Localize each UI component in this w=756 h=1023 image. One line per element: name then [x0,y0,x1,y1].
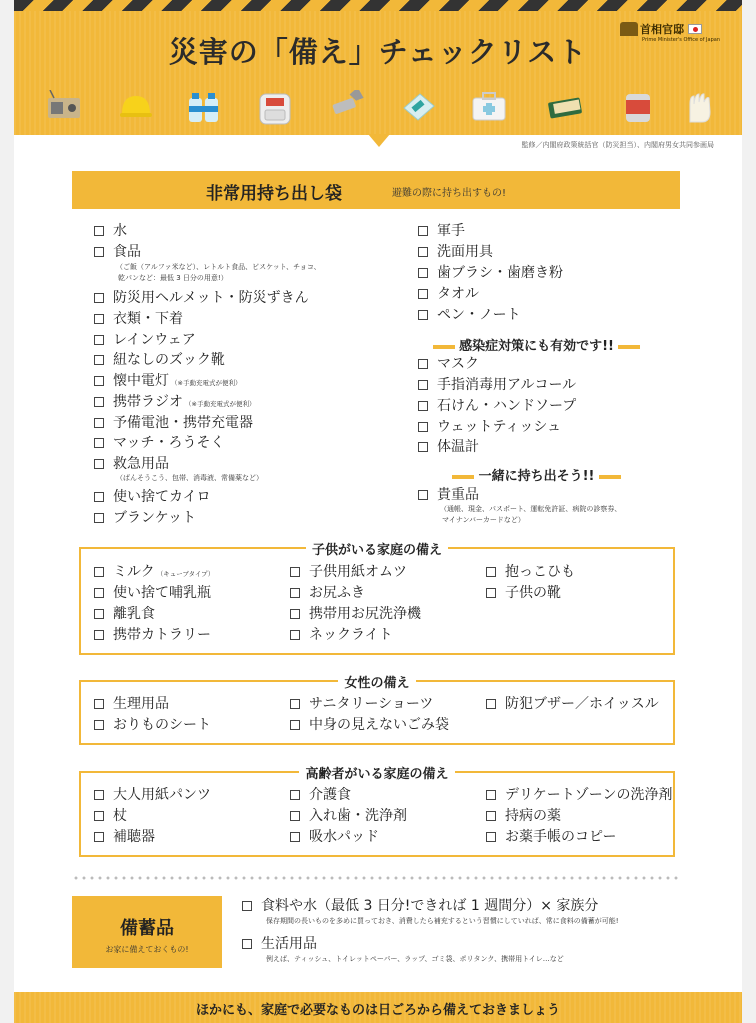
section-title: 高齢者がいる家庭の備え [299,767,454,782]
checkbox[interactable] [486,588,496,598]
checkbox[interactable] [94,609,104,619]
helmet-icon [118,90,154,122]
logo-kanji: 首相官邸 [640,22,685,36]
checkbox[interactable] [418,401,428,411]
item-note: 例えば、ティッシュ、トイレットペーパー、ラップ、ゴミ袋、ポリタンク、携帯用トイレ…など [266,955,564,963]
item-label: 防犯ブザー／ホイッスル [505,696,659,712]
item-label: マッチ・ろうそく [113,435,225,451]
item-label: マスク [437,356,479,372]
checklist-item[interactable] [94,372,241,392]
checklist-item[interactable] [94,584,211,602]
item-label: 防災用ヘルメット・防災ずきん [113,290,309,306]
checklist-item[interactable] [94,393,255,413]
checkbox[interactable] [486,790,496,800]
item-note: （ばんそうこう、包帯、消毒液、常備薬など） [116,474,263,482]
item-label: 杖 [113,808,127,824]
checkbox[interactable] [94,247,104,257]
item-label: 水 [113,223,127,239]
checklist-item[interactable] [418,418,561,436]
checklist-item[interactable] [94,434,224,452]
checklist-item[interactable] [290,828,379,846]
checklist-item[interactable] [418,486,479,504]
checklist-item[interactable] [290,695,433,713]
checklist-item[interactable] [290,716,449,734]
section-heading [81,672,673,691]
checkbox[interactable] [290,811,300,821]
item-label: 離乳食 [113,606,155,622]
item-note: 乾パンなど：最低 3 日分の用意!） [118,274,228,282]
heading-text: 感染症対策にも有効です!! [459,339,614,354]
checklist-item[interactable] [418,397,576,415]
flashlight-icon [329,90,369,120]
checklist-item[interactable] [418,264,563,282]
checkbox[interactable] [290,630,300,640]
checklist-item[interactable] [94,310,183,328]
checklist-item[interactable] [94,605,155,623]
checklist-item[interactable] [94,488,211,506]
government-logo [620,18,720,43]
section-heading [81,539,673,558]
item-label: 持病の薬 [505,808,561,824]
emergency-bag-banner [72,171,680,209]
checkbox[interactable] [486,832,496,842]
checklist-item[interactable] [94,222,127,240]
item-small-note: （※手動充電式が便利） [185,400,256,408]
checklist-item[interactable] [418,355,479,373]
checklist-item[interactable] [486,828,616,846]
checkbox[interactable] [418,359,428,369]
item-label: 抱っこひも [505,564,575,580]
item-label: 軍手 [437,223,465,239]
checkbox[interactable] [486,699,496,709]
item-label: 子供用紙オムツ [309,564,407,580]
heading-text: 一緒に持ち出そう!! [478,469,595,484]
backpack-icon [256,90,294,126]
checkbox[interactable] [418,310,428,320]
checkbox[interactable] [94,630,104,640]
checklist-item[interactable] [94,828,155,846]
checkbox[interactable] [94,418,104,428]
heading-bar [433,345,455,349]
checkbox[interactable] [94,314,104,324]
item-small-note: （※手動充電式が便利） [171,379,242,387]
item-label: 食料や水（最低 3 日分!できれば 1 週間分）× 家族分 [261,898,599,914]
checklist-item[interactable] [486,584,561,602]
item-label: お薬手帳のコピー [505,829,617,845]
item-label: デリケートゾーンの洗浄剤 [505,787,673,803]
checkbox[interactable] [290,790,300,800]
checklist-item[interactable] [94,289,309,307]
checkbox[interactable] [418,490,428,500]
item-label: 入れ歯・洗浄剤 [309,808,407,824]
checklist-item[interactable] [290,786,351,804]
water-bottles-icon [186,90,222,124]
stockpile-subtitle: お家に備えておくもの! [105,945,189,954]
item-label: 洗面用具 [437,244,493,260]
checklist-item[interactable] [94,807,127,825]
checklist-item[interactable] [418,285,479,303]
checkbox[interactable] [94,567,104,577]
checkbox[interactable] [242,939,252,949]
item-label: レインウェア [113,332,196,348]
checkbox[interactable] [94,832,104,842]
section-heading [81,763,673,782]
item-label: 生理用品 [113,696,169,712]
checkbox[interactable] [94,335,104,345]
food-pack-icon [400,90,438,124]
checkbox[interactable] [290,720,300,730]
item-label: ミルク [113,564,155,580]
header [14,0,742,135]
checkbox[interactable] [94,376,104,386]
checkbox[interactable] [94,513,104,523]
checkbox[interactable] [418,226,428,236]
checklist-item[interactable] [290,605,421,623]
infection-heading [404,335,669,354]
checklist-item[interactable] [94,243,141,261]
checklist-item[interactable] [94,695,169,713]
item-label: 衣類・下着 [113,311,183,327]
emergency-bag-subtitle: 避難の際に持ち出すもの! [392,188,507,199]
checkbox[interactable] [486,567,496,577]
checkbox[interactable] [242,901,252,911]
item-label: 使い捨てカイロ [113,489,211,505]
checklist-item[interactable] [418,243,493,261]
item-label: 懐中電灯 [113,373,169,389]
checkbox[interactable] [94,790,104,800]
item-note: マイナンバーカードなど） [442,516,525,524]
item-note: （ご飯（アルファ米など）、レトルト食品、ビスケット、チョコ、 [116,263,321,271]
checklist-item[interactable] [418,222,465,240]
section-title: 女性の備え [338,676,415,691]
checkbox[interactable] [418,289,428,299]
section-title: 子供がいる家庭の備え [306,543,448,558]
checklist-item[interactable] [418,376,576,394]
item-label: 使い捨て哺乳瓶 [113,585,211,601]
checklist-page [14,0,742,1023]
cash-card-icon [546,90,586,122]
checklist-item[interactable] [94,626,211,644]
checklist-item[interactable] [94,331,196,349]
item-label: 補聴器 [113,829,155,845]
item-note: 保存期間の長いものを多めに買っておき、消費したら補充するという習慣にしていれば、常に食料の備蓄が可能! [266,917,619,925]
checkbox[interactable] [290,832,300,842]
checkbox[interactable] [290,699,300,709]
checklist-item[interactable] [94,563,214,583]
dotted-divider [72,876,682,880]
item-label: おりものシート [113,717,211,733]
japan-flag-icon [688,24,702,34]
gloves-icon [684,90,716,126]
logo-english: Prime Minister's Office of Japan [642,37,720,43]
checklist-item[interactable] [418,306,521,324]
hazard-stripe [14,0,742,11]
together-heading [404,465,669,484]
item-label: 携帯カトラリー [113,627,211,643]
checkbox[interactable] [94,397,104,407]
emblem-icon [620,22,638,36]
checkbox[interactable] [94,811,104,821]
item-label: 子供の靴 [505,585,561,601]
header-pointer [368,134,390,147]
item-label: 体温計 [437,439,479,455]
checklist-item[interactable] [290,626,393,644]
item-label: 吸水パッド [309,829,379,845]
item-label: 予備電池・携帯充電器 [113,415,253,431]
item-label: 歯ブラシ・歯磨き粉 [437,265,563,281]
heading-bar [452,475,474,479]
item-note: （通帳、現金、パスポート、運転免許証、病院の診察券、 [440,505,622,513]
item-small-note: （キューブタイプ） [156,570,215,578]
item-label: お尻ふき [309,585,365,601]
checkbox[interactable] [418,442,428,452]
item-label: 携帯用お尻洗浄機 [309,606,421,622]
checklist-item[interactable] [486,563,575,581]
heading-bar [618,345,640,349]
item-label: 食品 [113,244,141,260]
checklist-item[interactable] [486,807,561,825]
first-aid-kit-icon [469,90,509,124]
checkbox[interactable] [486,811,496,821]
checklist-item[interactable] [242,935,317,953]
item-label: サニタリーショーツ [309,696,434,712]
checkbox[interactable] [94,720,104,730]
item-label: ネックライト [309,627,393,643]
checkbox[interactable] [418,247,428,257]
checkbox[interactable] [94,355,104,365]
checkbox[interactable] [94,226,104,236]
page-title: 災害の「備え」チェックリスト [168,35,588,69]
checkbox[interactable] [94,492,104,502]
checkbox[interactable] [418,268,428,278]
emergency-bag-title: 非常用持ち出し袋 [206,184,342,204]
supply-icons [44,90,714,126]
stockpile-label-box [72,896,222,968]
checkbox[interactable] [290,567,300,577]
radio-icon [46,90,82,122]
item-label: 大人用紙パンツ [113,787,211,803]
item-label: ブランケット [113,510,197,526]
canned-food-icon [622,90,654,126]
item-label: 携帯ラジオ [113,394,183,410]
checklist-item[interactable] [242,897,598,915]
checkbox[interactable] [290,588,300,598]
supervision-note: 監修／内閣府政策統括官（防災担当）、内閣府男女共同参画局 [521,141,714,149]
checklist-item[interactable] [94,351,225,369]
checklist-item[interactable] [290,584,365,602]
item-label: 貴重品 [437,487,479,503]
item-label: 石けん・ハンドソープ [437,398,577,414]
checkbox[interactable] [94,699,104,709]
checklist-item[interactable] [94,509,196,527]
item-label: ウェットティッシュ [437,419,562,435]
checkbox[interactable] [418,380,428,390]
checklist-item[interactable] [290,563,407,581]
item-label: 手指消毒用アルコール [437,377,577,393]
checklist-item[interactable] [94,786,211,804]
checkbox[interactable] [290,609,300,619]
item-label: 救急用品 [113,456,169,472]
item-label: 生活用品 [261,936,317,952]
checkbox[interactable] [94,293,104,303]
checkbox[interactable] [418,422,428,432]
checklist-item[interactable] [486,786,672,804]
footer-text: ほかにも、家庭で必要なものは日ごろから備えておきましょう [195,1003,560,1018]
checklist-item[interactable] [94,414,253,432]
checklist-item[interactable] [94,455,169,473]
item-label: 紐なしのズック靴 [113,352,225,368]
checklist-item[interactable] [94,716,211,734]
footer-banner [14,992,742,1023]
checkbox[interactable] [94,438,104,448]
stockpile-title: 備蓄品 [120,918,174,939]
checklist-item[interactable] [290,807,407,825]
checklist-item[interactable] [486,695,659,713]
item-label: 介護食 [309,787,351,803]
checkbox[interactable] [94,588,104,598]
checkbox[interactable] [94,459,104,469]
item-label: タオル [437,286,479,302]
checklist-item[interactable] [418,438,479,456]
heading-bar [599,475,621,479]
item-label: 中身の見えないごみ袋 [309,717,449,733]
item-label: ペン・ノート [437,307,521,323]
